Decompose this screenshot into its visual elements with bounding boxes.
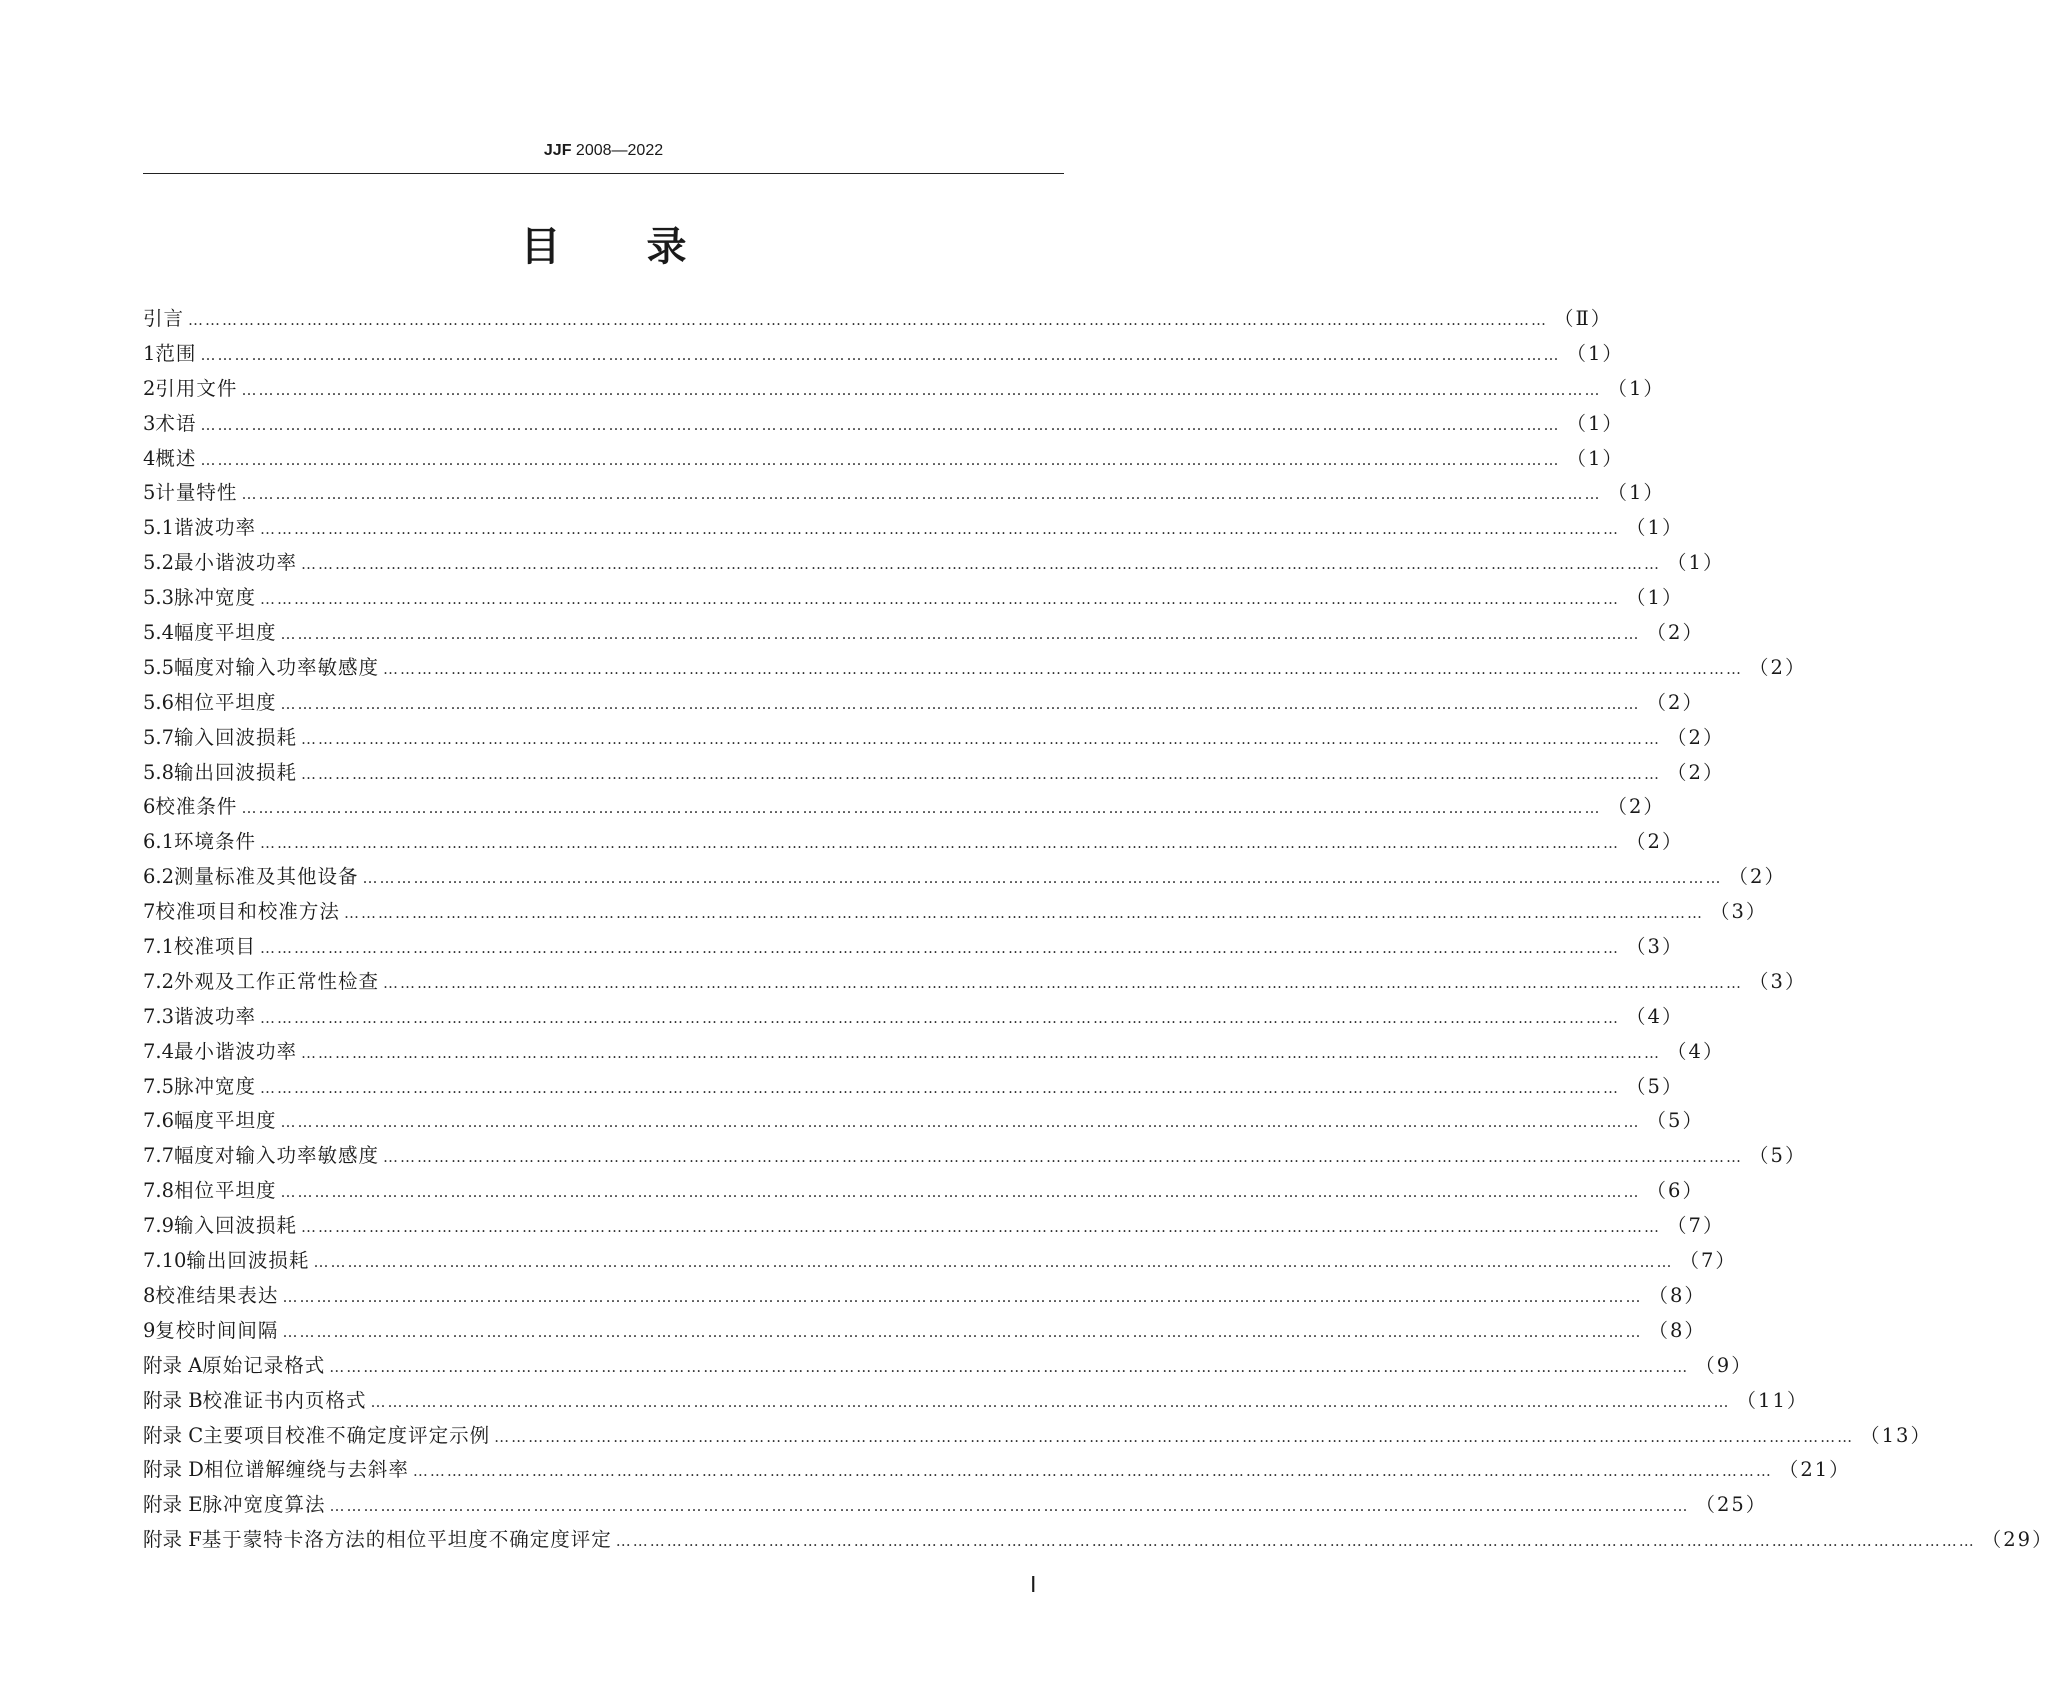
toc-entry[interactable]	[143, 1139, 1807, 1174]
toc-entry[interactable]	[143, 860, 1786, 895]
toc-leader-dots: ……………………………………………………………………………………………………………………………………………………………………………………………………………………	[260, 1078, 1621, 1097]
toc-entry[interactable]	[143, 651, 1807, 686]
toc-entry-page: （2）	[1667, 725, 1725, 749]
toc-entry-number: 5.4	[143, 621, 175, 645]
toc-entry-number: 5	[143, 481, 156, 505]
toc-entry[interactable]	[143, 511, 1684, 546]
toc-entry-number: 6.2	[143, 865, 175, 889]
toc-entry-label: 复校时间间隔	[155, 1318, 279, 1342]
toc-entry-page: （3）	[1626, 935, 1684, 959]
toc-entry-number: 5.2	[143, 551, 175, 575]
toc-entry-page: （1）	[1626, 516, 1684, 540]
toc-entry-page: （1）	[1566, 411, 1624, 435]
toc-entry[interactable]	[143, 302, 1613, 337]
toc-entry-page: （4）	[1667, 1039, 1725, 1063]
toc-entry-label: 计量特性	[155, 481, 238, 505]
page-title	[143, 222, 1064, 272]
toc-entry-page: （8）	[1648, 1283, 1706, 1307]
toc-entry[interactable]	[143, 721, 1725, 756]
toc-entry-page: （6）	[1646, 1179, 1704, 1203]
toc-entry-page: （5）	[1646, 1109, 1704, 1133]
toc-entry-page: （2）	[1646, 621, 1704, 645]
toc-entry-page: （2）	[1626, 830, 1684, 854]
toc-entry-label: 谐波功率	[174, 1004, 257, 1028]
toc-entry-label: 基于蒙特卡洛方法的相位平坦度不确定度评定	[201, 1528, 612, 1552]
toc-leader-dots: ……………………………………………………………………………………………………………………………………………………………………………………………………………………	[329, 1357, 1690, 1376]
toc-entry-number: 5.7	[143, 725, 175, 749]
toc-entry-page: （Ⅱ）	[1554, 307, 1613, 330]
toc-leader-dots: ……………………………………………………………………………………………………………………………………………………………………………………………………………………	[343, 904, 1704, 923]
toc-entry-label: 相位平坦度	[174, 1179, 277, 1203]
toc-entry-number: 1	[143, 341, 156, 365]
toc-entry-page: （1）	[1667, 551, 1725, 575]
toc-entry-page: （2）	[1607, 795, 1665, 819]
toc-leader-dots: ……………………………………………………………………………………………………………………………………………………………………………………………………………………	[412, 1462, 1773, 1481]
header-rule	[143, 173, 1064, 174]
toc-entry-page: （2）	[1646, 690, 1704, 714]
toc-entry[interactable]	[143, 581, 1684, 616]
toc-leader-dots: ……………………………………………………………………………………………………………………………………………………………………………………………………………………	[260, 1008, 1621, 1027]
toc-leader-dots: ……………………………………………………………………………………………………………………………………………………………………………………………………………………	[241, 799, 1602, 818]
toc-entry-label: 引用文件	[155, 376, 238, 400]
toc-entry-number: 6.1	[143, 830, 175, 854]
toc-entry[interactable]	[143, 1314, 1706, 1349]
toc-entry[interactable]	[143, 1279, 1706, 1314]
toc-entry[interactable]	[143, 756, 1725, 791]
toc-entry-page: （7）	[1679, 1249, 1737, 1273]
toc-entry-number: 6	[143, 795, 156, 819]
title-char-2: 录	[646, 224, 687, 270]
toc-entry-page: （7）	[1667, 1214, 1725, 1238]
toc-entry-number: 附录 C	[143, 1423, 204, 1447]
toc-entry-page: （21）	[1778, 1458, 1851, 1482]
toc-entry[interactable]	[143, 1419, 1932, 1454]
toc-entry-page: （2）	[1749, 655, 1807, 679]
toc-leader-dots: ……………………………………………………………………………………………………………………………………………………………………………………………………………………	[280, 1183, 1641, 1202]
toc-entry-label: 幅度平坦度	[174, 621, 277, 645]
toc-entry-label: 脉冲宽度算法	[202, 1493, 326, 1517]
toc-entry-page: （11）	[1736, 1388, 1809, 1412]
toc-entry-label: 输出回波损耗	[186, 1249, 310, 1273]
toc-leader-dots: ……………………………………………………………………………………………………………………………………………………………………………………………………………………	[280, 1113, 1641, 1132]
toc-entry-number: 5.5	[143, 655, 175, 679]
toc-entry-label: 幅度对输入功率敏感度	[174, 655, 380, 679]
toc-leader-dots: ……………………………………………………………………………………………………………………………………………………………………………………………………………………	[280, 694, 1641, 713]
toc-entry-number: 附录 E	[143, 1493, 203, 1517]
toc-entry[interactable]	[143, 616, 1704, 651]
toc-entry-label: 脉冲宽度	[174, 586, 257, 610]
toc-entry[interactable]	[143, 1209, 1725, 1244]
toc-entry-number: 7.1	[143, 935, 175, 959]
toc-leader-dots: ……………………………………………………………………………………………………………………………………………………………………………………………………………………	[301, 764, 1662, 783]
toc-entry-number: 附录 A	[143, 1353, 203, 1377]
toc-leader-dots: ……………………………………………………………………………………………………………………………………………………………………………………………………………………	[241, 485, 1602, 504]
toc-entry-label: 谐波功率	[174, 516, 257, 540]
toc-leader-dots: ……………………………………………………………………………………………………………………………………………………………………………………………………………………	[260, 520, 1621, 539]
toc-entry-label: 校准证书内页格式	[202, 1388, 367, 1412]
toc-entry-label: 脉冲宽度	[174, 1074, 257, 1098]
toc-leader-dots: ……………………………………………………………………………………………………………………………………………………………………………………………………………………	[383, 659, 1744, 678]
toc-entry-label: 概述	[155, 446, 197, 470]
toc-entry-page: （2）	[1667, 760, 1725, 784]
toc-entry[interactable]	[143, 825, 1684, 860]
toc-entry-number: 7.5	[143, 1074, 175, 1098]
toc-leader-dots: ……………………………………………………………………………………………………………………………………………………………………………………………………………………	[282, 1287, 1643, 1306]
document-header	[143, 142, 1064, 160]
toc-leader-dots: ……………………………………………………………………………………………………………………………………………………………………………………………………………………	[260, 939, 1621, 958]
toc-entry[interactable]	[143, 1244, 1737, 1279]
toc-entry-label: 输入回波损耗	[174, 725, 298, 749]
toc-entry-number: 附录 F	[143, 1528, 202, 1552]
toc-entry[interactable]	[143, 1523, 2054, 1558]
toc-leader-dots: ……………………………………………………………………………………………………………………………………………………………………………………………………………………	[615, 1532, 1976, 1551]
toc-entry-number: 7.4	[143, 1039, 175, 1063]
toc-entry-number: 9	[143, 1318, 156, 1342]
toc-leader-dots: ……………………………………………………………………………………………………………………………………………………………………………………………………………………	[260, 590, 1621, 609]
toc-entry[interactable]	[143, 686, 1704, 721]
toc-entry-number: 7.10	[143, 1249, 187, 1273]
toc-leader-dots: ……………………………………………………………………………………………………………………………………………………………………………………………………………………	[383, 1148, 1744, 1167]
toc-entry-number: 7.7	[143, 1144, 175, 1168]
toc-entry-page: （1）	[1607, 481, 1665, 505]
toc-entry-number: 5.3	[143, 586, 175, 610]
toc-entry[interactable]	[143, 1000, 1684, 1035]
toc-leader-dots: ……………………………………………………………………………………………………………………………………………………………………………………………………………………	[370, 1392, 1731, 1411]
toc-entry-page: （25）	[1695, 1493, 1768, 1517]
toc-leader-dots: ……………………………………………………………………………………………………………………………………………………………………………………………………………………	[188, 311, 1549, 329]
toc-entry-label: 术语	[155, 411, 197, 435]
toc-entry-number: 8	[143, 1283, 156, 1307]
toc-leader-dots: ……………………………………………………………………………………………………………………………………………………………………………………………………………………	[301, 729, 1662, 748]
toc-entry-label: 相位谱解缠绕与去斜率	[203, 1458, 409, 1482]
toc-leader-dots: ……………………………………………………………………………………………………………………………………………………………………………………………………………………	[200, 450, 1561, 469]
toc-entry-number: 3	[143, 411, 156, 435]
toc-leader-dots: ……………………………………………………………………………………………………………………………………………………………………………………………………………………	[301, 1218, 1662, 1237]
toc-entry[interactable]	[143, 1488, 1768, 1523]
toc-entry-label: 校准条件	[155, 795, 238, 819]
toc-entry[interactable]	[143, 1174, 1704, 1209]
toc-entry-number: 2	[143, 376, 156, 400]
toc-leader-dots: ……………………………………………………………………………………………………………………………………………………………………………………………………………………	[260, 834, 1621, 853]
toc-entry[interactable]	[143, 407, 1624, 442]
toc-entry-label: 主要项目校准不确定度评定示例	[203, 1423, 491, 1447]
toc-entry[interactable]	[143, 930, 1684, 965]
toc-entry-page: （3）	[1749, 969, 1807, 993]
toc-entry[interactable]	[143, 442, 1624, 477]
toc-entry-number: 5.6	[143, 690, 175, 714]
toc-entry-label: 输入回波损耗	[174, 1214, 298, 1238]
toc-entry-page: （5）	[1749, 1144, 1807, 1168]
toc-entry-page: （1）	[1607, 376, 1665, 400]
toc-entry-number: 7.8	[143, 1179, 175, 1203]
toc-entry[interactable]	[143, 1104, 1704, 1139]
toc-entry-number: 7.2	[143, 969, 175, 993]
standard-number: 2008—2022	[575, 142, 664, 159]
toc-entry-label: 校准结果表达	[155, 1283, 279, 1307]
title-char-1: 目	[520, 224, 561, 270]
toc-entry-label: 最小谐波功率	[174, 551, 298, 575]
toc-entry-page: （2）	[1728, 865, 1786, 889]
toc-leader-dots: ……………………………………………………………………………………………………………………………………………………………………………………………………………………	[280, 625, 1641, 644]
toc-leader-dots: ……………………………………………………………………………………………………………………………………………………………………………………………………………………	[200, 345, 1561, 364]
toc-entry-label: 外观及工作正常性检查	[174, 969, 380, 993]
toc-entry-label: 幅度对输入功率敏感度	[174, 1144, 380, 1168]
toc-leader-dots: ……………………………………………………………………………………………………………………………………………………………………………………………………………………	[383, 973, 1744, 992]
toc-entry[interactable]	[143, 895, 1768, 930]
toc-leader-dots: ……………………………………………………………………………………………………………………………………………………………………………………………………………………	[313, 1253, 1674, 1272]
toc-entry[interactable]	[143, 790, 1665, 825]
toc-entry[interactable]	[143, 1035, 1725, 1070]
toc-leader-dots: ……………………………………………………………………………………………………………………………………………………………………………………………………………………	[362, 869, 1723, 888]
toc-entry[interactable]	[143, 1349, 1753, 1384]
toc-entry-label: 输出回波损耗	[174, 760, 298, 784]
toc-entry[interactable]	[143, 372, 1665, 407]
toc-entry[interactable]	[143, 1384, 1809, 1419]
toc-entry-page: （1）	[1566, 446, 1624, 470]
toc-entry-label: 相位平坦度	[174, 690, 277, 714]
toc-leader-dots: ……………………………………………………………………………………………………………………………………………………………………………………………………………………	[301, 555, 1662, 574]
toc-entry[interactable]	[143, 476, 1665, 511]
toc-entry-label: 范围	[155, 341, 197, 365]
toc-entry-number: 7.6	[143, 1109, 175, 1133]
toc-entry-label: 最小谐波功率	[174, 1039, 298, 1063]
toc-entry-label: 引言	[143, 307, 185, 330]
toc-leader-dots: ……………………………………………………………………………………………………………………………………………………………………………………………………………………	[241, 380, 1602, 399]
toc-entry-number: 7	[143, 900, 156, 924]
toc-entry-number: 5.1	[143, 516, 175, 540]
toc-entry-page: （3）	[1709, 900, 1768, 924]
toc-entry-page: （4）	[1626, 1004, 1684, 1028]
toc-entry-page: （9）	[1695, 1353, 1753, 1377]
toc-leader-dots: ……………………………………………………………………………………………………………………………………………………………………………………………………………………	[329, 1497, 1690, 1516]
toc-leader-dots: ……………………………………………………………………………………………………………………………………………………………………………………………………………………	[282, 1322, 1643, 1341]
toc-entry-number: 7.3	[143, 1004, 175, 1028]
toc-entry-page: （1）	[1566, 341, 1624, 365]
toc-entry[interactable]	[143, 1453, 1851, 1488]
toc-entry-page: （13）	[1860, 1423, 1932, 1447]
toc-entry-label: 原始记录格式	[202, 1353, 326, 1377]
toc-entry-label: 环境条件	[174, 830, 257, 854]
toc-leader-dots: ……………………………………………………………………………………………………………………………………………………………………………………………………………………	[200, 415, 1561, 434]
toc-entry-number: 4	[143, 446, 156, 470]
toc-entry[interactable]	[143, 965, 1807, 1000]
toc-entry-number: 5.8	[143, 760, 175, 784]
toc-entry-number: 附录 B	[143, 1388, 203, 1412]
toc-entry-page: （8）	[1648, 1318, 1706, 1342]
standard-code: JJF	[543, 142, 572, 159]
toc-entry-page: （5）	[1626, 1074, 1684, 1098]
toc-entry-page: （29）	[1981, 1528, 2054, 1552]
toc-entry-label: 校准项目和校准方法	[155, 900, 340, 924]
toc-entry-label: 测量标准及其他设备	[174, 865, 359, 889]
toc-entry[interactable]	[143, 337, 1624, 372]
toc-entry-label: 校准项目	[174, 935, 257, 959]
toc-entry-page: （1）	[1626, 586, 1684, 610]
page-folio: Ⅰ	[1030, 1572, 1037, 1597]
toc-entry-number: 7.9	[143, 1214, 175, 1238]
toc-entry-number: 附录 D	[143, 1458, 204, 1482]
table-of-contents	[143, 302, 2054, 1558]
toc-leader-dots: ……………………………………………………………………………………………………………………………………………………………………………………………………………………	[301, 1043, 1662, 1062]
toc-entry[interactable]	[143, 1070, 1684, 1105]
toc-leader-dots: ……………………………………………………………………………………………………………………………………………………………………………………………………………………	[494, 1427, 1855, 1446]
toc-entry-label: 幅度平坦度	[174, 1109, 277, 1133]
toc-entry[interactable]	[143, 546, 1725, 581]
